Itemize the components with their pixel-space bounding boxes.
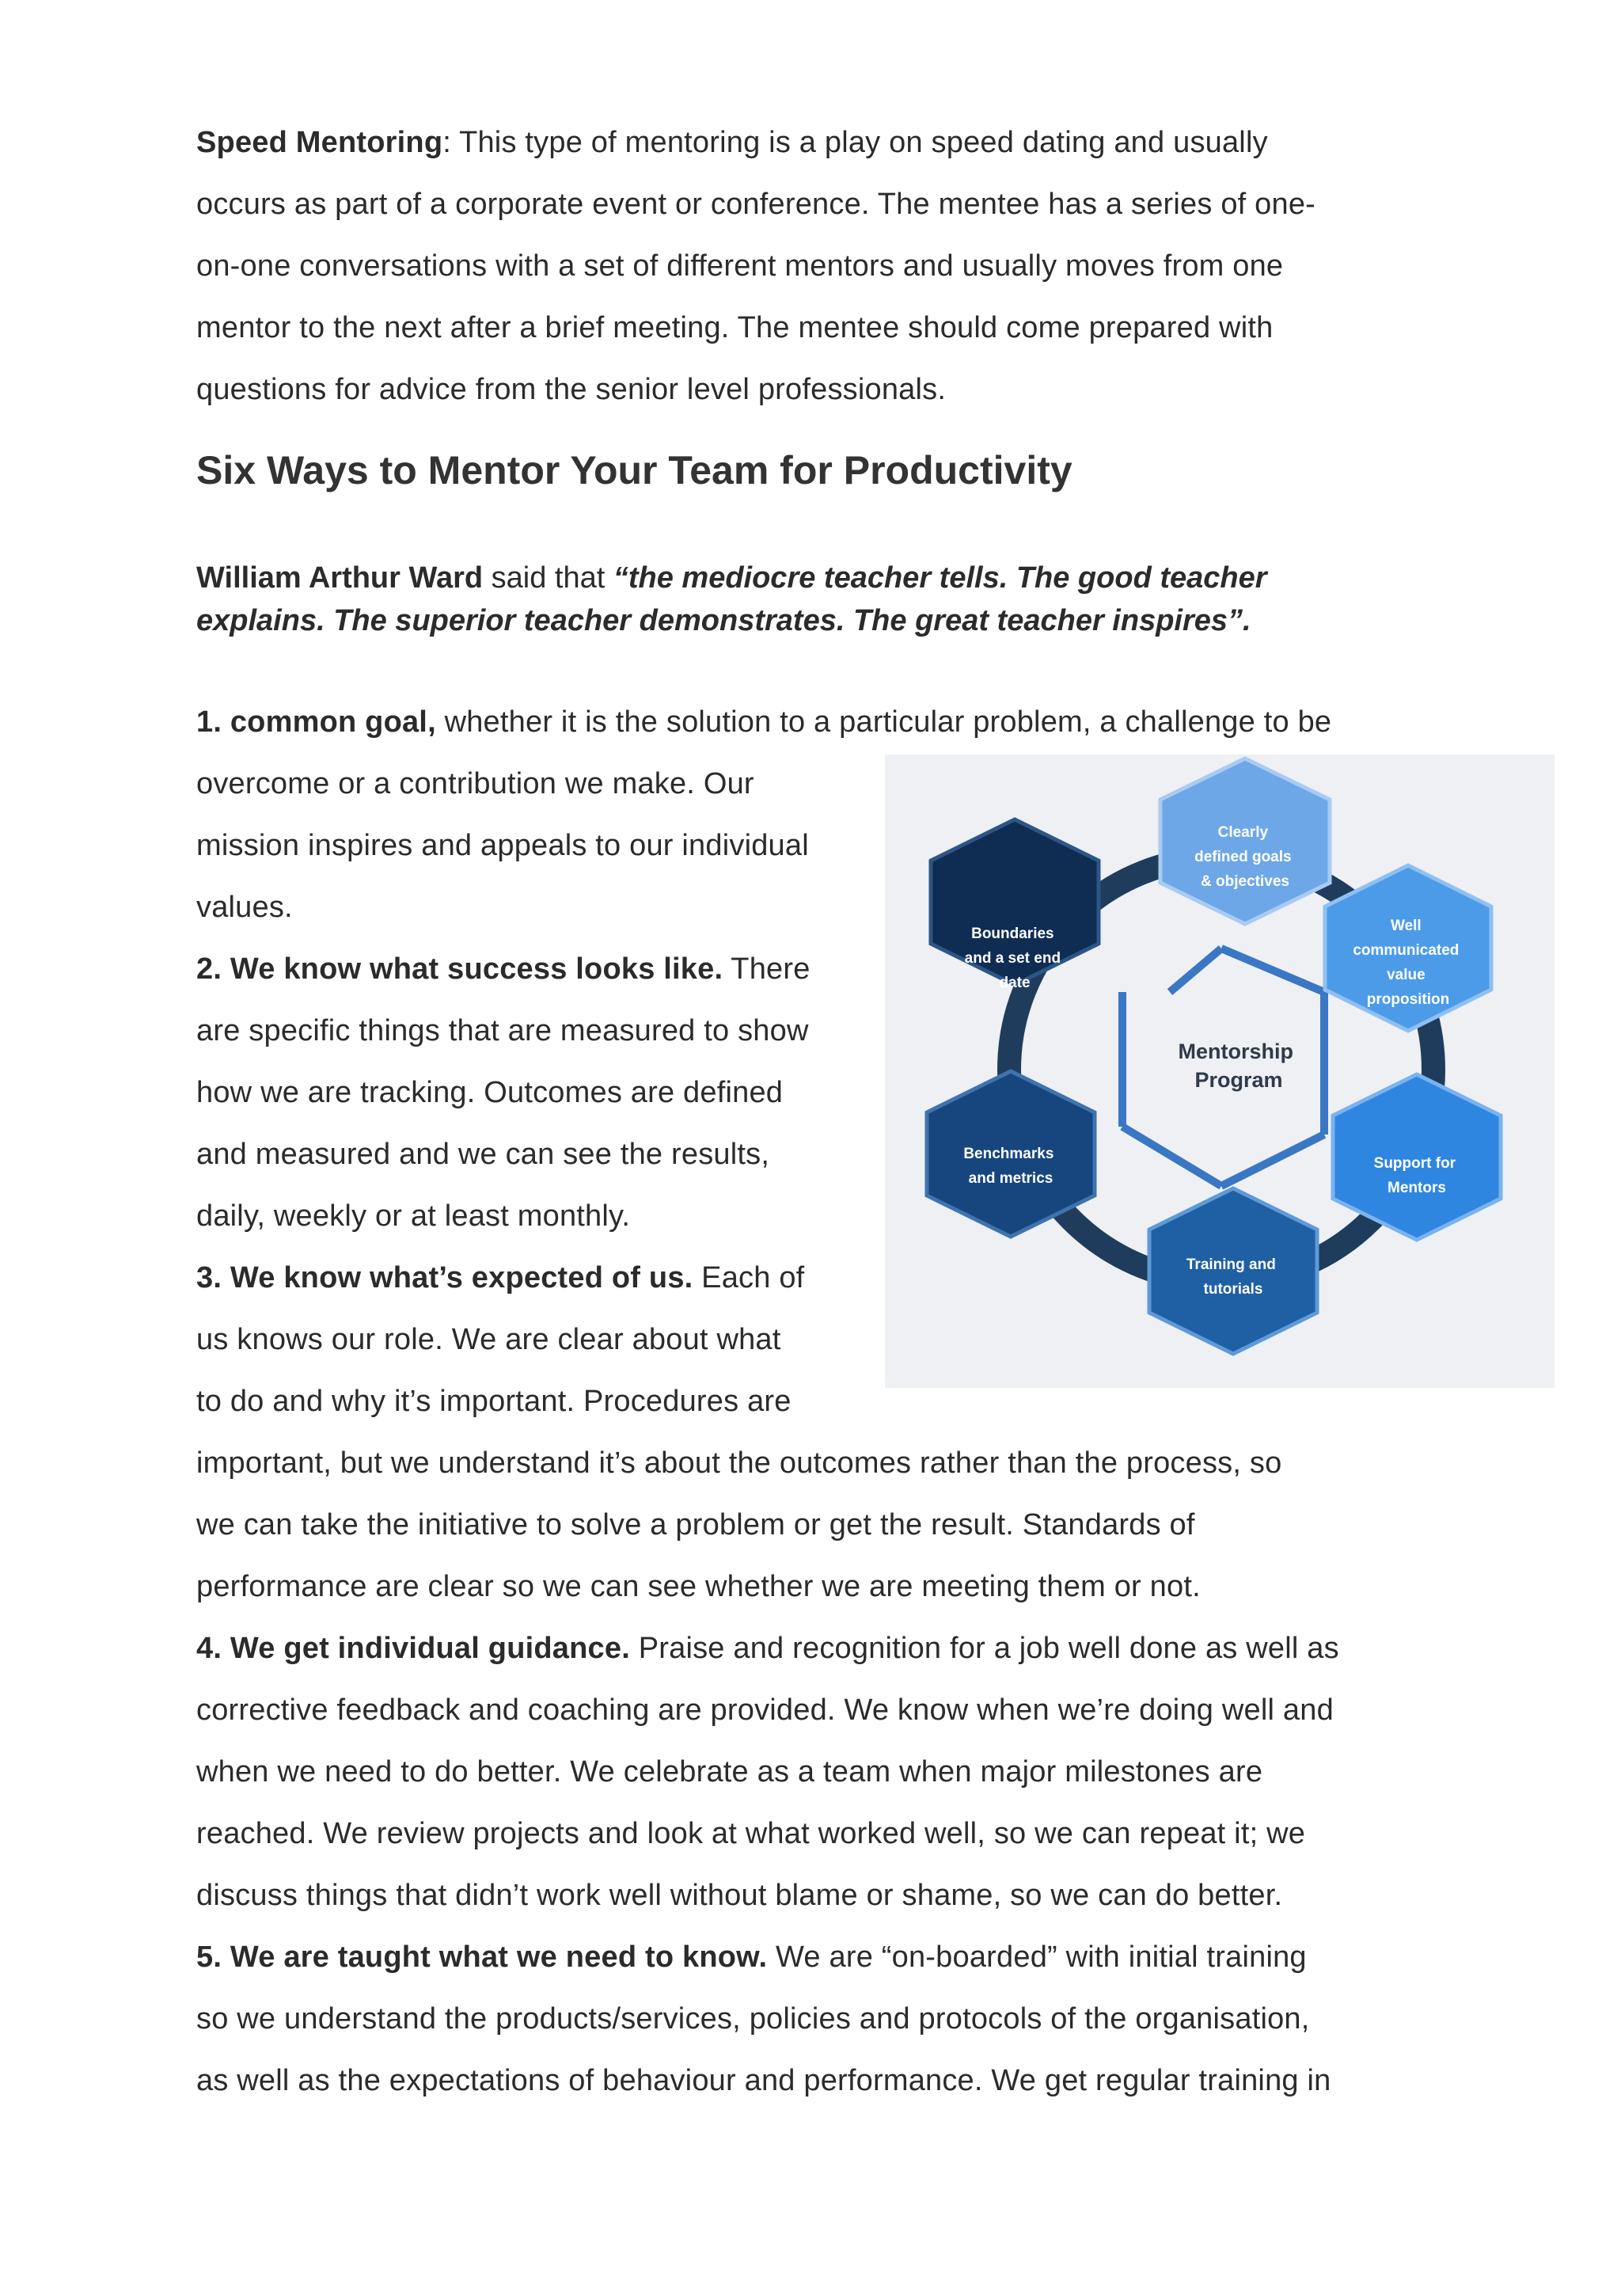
hexagon-bottom-left-label: Benchmarks and metrics: [963, 1146, 1054, 1187]
item-3-line-6: performance are clear so we can see whether we are meeting them or not.: [196, 1570, 1201, 1603]
speed-mentoring-line-2: occurs as part of a corporate event or conference. The mentee has a series of one-: [196, 188, 1316, 221]
speed-mentoring-line-1: Speed Mentoring: This type of mentoring is a play on speed dating and usually: [196, 126, 1268, 159]
speed-mentoring-line-5: questions for advice from the senior level professionals.: [196, 373, 947, 406]
hexagon-top-left-label: Boundaries and a set end date: [964, 926, 1061, 991]
item-3-line-2: us knows our role. We are clear about what: [196, 1323, 781, 1356]
hexagon-bottom-right-label: Support for Mentors: [1373, 1155, 1456, 1196]
item-1-title: 1. common goal,: [196, 705, 436, 739]
item-5-line-2: so we understand the products/services, policies and protocols of the organisation,: [196, 2002, 1310, 2036]
hexagon-top-right-label: Well communicated value proposition: [1353, 918, 1460, 1008]
quote-line-2: explains. The superior teacher demonstrates. The great teacher inspires”.: [196, 604, 1251, 637]
item-3-line-5: we can take the initiative to solve a problem or get the result. Standards of: [196, 1508, 1195, 1541]
section-heading: Six Ways to Mentor Your Team for Productivity: [196, 448, 1072, 492]
hexagon-top-label: Clearly defined goals & objectives: [1194, 824, 1292, 890]
item-4-title: 4. We get individual guidance.: [196, 1632, 630, 1665]
speed-mentoring-term: Speed Mentoring: [196, 126, 443, 159]
item-4-line-2: corrective feedback and coaching are provided. We know when we’re doing well and: [196, 1693, 1334, 1727]
item-3-line-4: important, but we understand it’s about the outcomes rather than the process, so: [196, 1446, 1282, 1480]
item-3-line-3: to do and why it’s important. Procedures are: [196, 1385, 792, 1418]
item-5-line-3: as well as the expectations of behaviour and performance. We get regular training in: [196, 2064, 1331, 2097]
speed-mentoring-line-3: on-one conversations with a set of different mentors and usually moves from one: [196, 249, 1284, 283]
item-4-line-5: discuss things that didn’t work well without blame or shame, so we can do better.: [196, 1879, 1283, 1912]
speed-mentoring-line-4: mentor to the next after a brief meeting. The mentee should come prepared with: [196, 311, 1274, 344]
item-4-line-1: 4. We get individual guidance. Praise and recognition for a job well done as well as: [196, 1632, 1339, 1665]
item-5-title: 5. We are taught what we need to know.: [196, 1941, 768, 1974]
diagram-center-label: Mentorship Program: [1178, 1040, 1293, 1092]
mentorship-diagram-svg: [885, 755, 1555, 1388]
mentorship-program-diagram: [885, 755, 1555, 1388]
item-3-line-1: 3. We know what’s expected of us. Each of: [196, 1261, 805, 1294]
item-1-line-1: 1. common goal, whether it is the solution to a particular problem, a challenge to be: [196, 705, 1332, 739]
item-2-title: 2. We know what success looks like.: [196, 952, 723, 986]
item-2-line-3: how we are tracking. Outcomes are defined: [196, 1076, 784, 1109]
item-4-line-3: when we need to do better. We celebrate as a team when major milestones are: [196, 1755, 1263, 1789]
item-5-line-1: 5. We are taught what we need to know. We are “on-boarded” with initial training: [196, 1941, 1307, 1974]
quote-author: William Arthur Ward: [196, 561, 484, 595]
item-3-title: 3. We know what’s expected of us.: [196, 1261, 693, 1294]
item-2-line-1: 2. We know what success looks like. There: [196, 952, 810, 986]
item-2-line-5: daily, weekly or at least monthly.: [196, 1199, 631, 1233]
item-2-line-2: are specific things that are measured to show: [196, 1014, 809, 1047]
item-1-line-2: overcome or a contribution we make. Our: [196, 767, 754, 800]
hexagon-bottom-label: Training and tutorials: [1186, 1256, 1276, 1298]
item-4-line-4: reached. We review projects and look at what worked well, so we can repeat it; we: [196, 1817, 1306, 1850]
quote-line-1: William Arthur Ward said that “the mediocre teacher tells. The good teacher: [196, 561, 1267, 595]
item-2-line-4: and measured and we can see the results,: [196, 1138, 770, 1171]
item-1-line-3: mission inspires and appeals to our individual: [196, 829, 809, 862]
item-1-line-4: values.: [196, 891, 293, 924]
